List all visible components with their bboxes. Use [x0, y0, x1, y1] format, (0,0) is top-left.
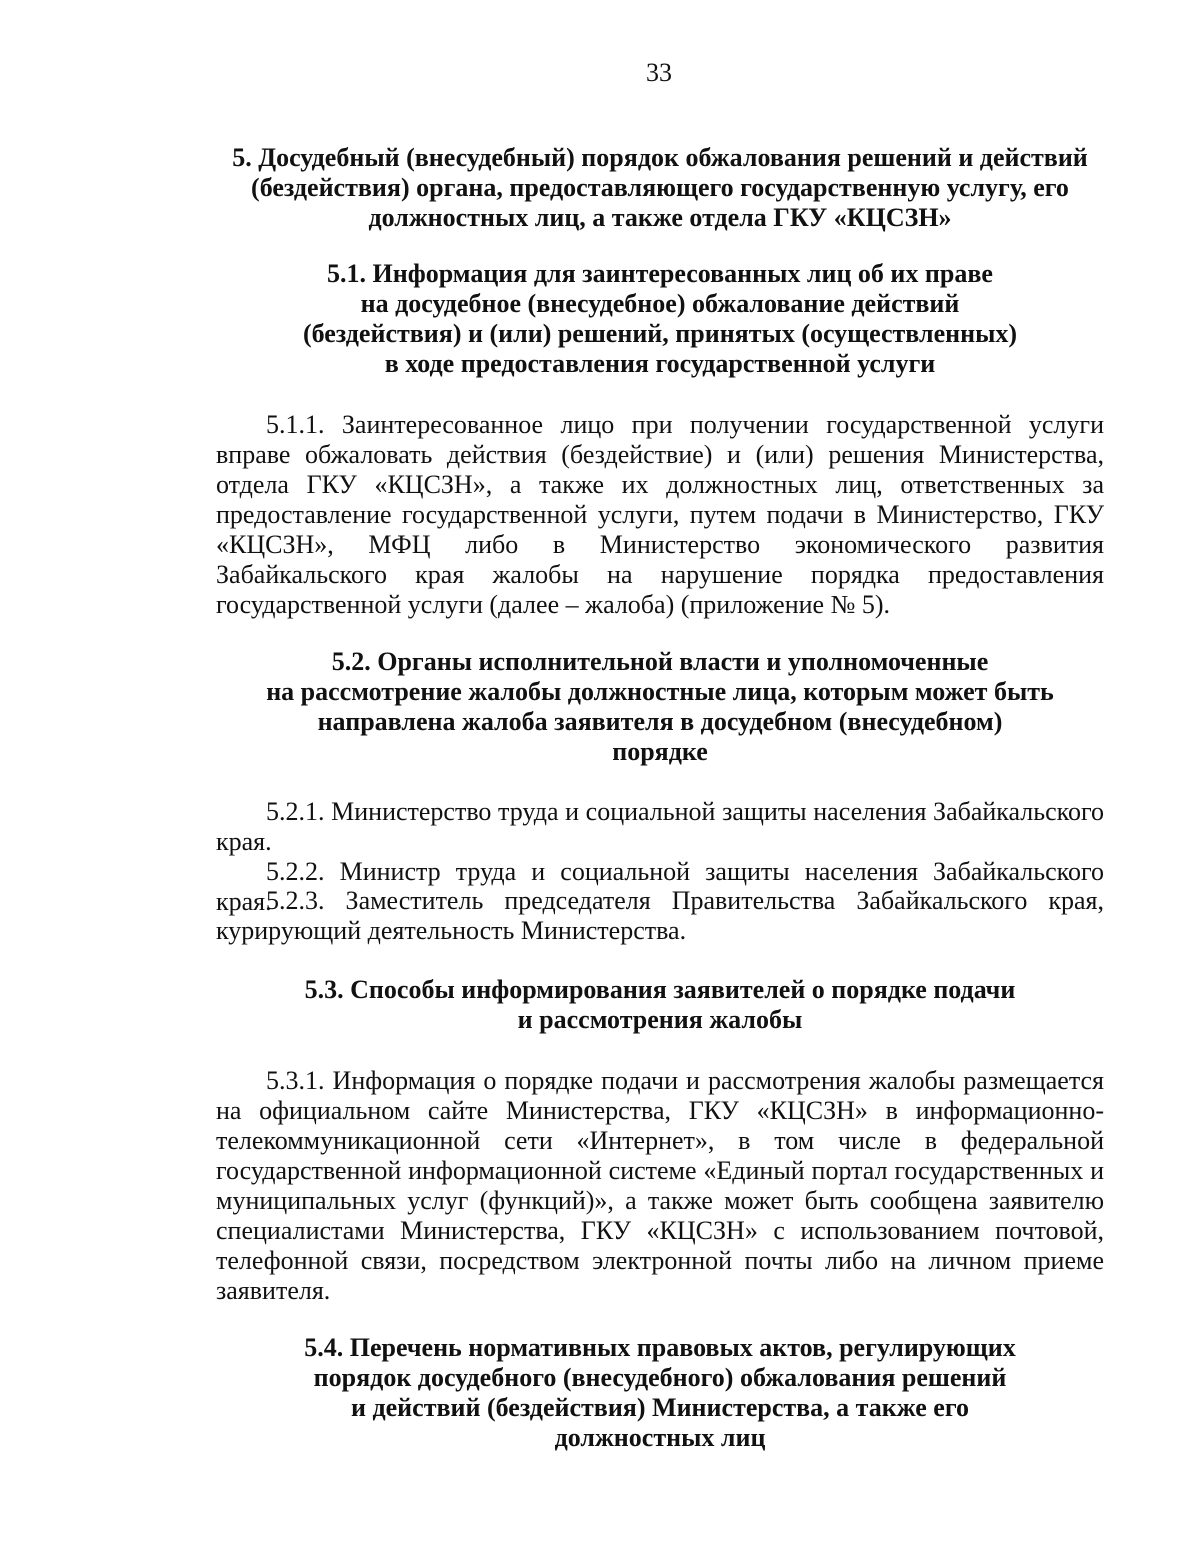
paragraph-5-2-1: 5.2.1. Министерство труда и социальной защиты населения Забайкальского края. [216, 797, 1104, 856]
paragraph-5-3-1: 5.3.1. Информация о порядке подачи и рассмотрения жалобы размещается на официальном сайте Министерства, ГКУ «КЦСЗН» в информационно-телекоммуникационной сети «Интернет», в том числе в федеральной государственной информационной системе «Единый портал государственных и муниципальных услуг (функций)», а также может быть сообщена заявителю специалистами Министерства, ГКУ «КЦСЗН» с использованием почтовой, телефонной связи, посредством электронной почты либо на личном приеме заявителя. [216, 1066, 1104, 1305]
section-5-2-heading: 5.2. Органы исполнительной власти и уполномоченные на рассмотрение жалобы должностные лица, которым может быть направлена жалоба заявителя в досудебном (внесудебном) порядке [266, 647, 1054, 766]
section-5-heading: 5. Досудебный (внесудебный) порядок обжалования решений и действий (бездействия) органа, предоставляющего государственную услугу, его должностных лиц, а также отдела ГКУ «КЦСЗН» [232, 143, 1088, 232]
paragraph-5-1-1: 5.1.1. Заинтересованное лицо при получении государственной услуги вправе обжаловать действия (бездействие) и (или) решения Министерства, отдела ГКУ «КЦСЗН», а также их должностных лиц, ответственных за предоставление государственной услуги, путем подачи в Министерство, ГКУ «КЦСЗН», МФЦ либо в Министерство экономического развития Забайкальского края жалобы на нарушение порядка предоставления государственной услуги (далее – жалоба) (приложение № 5). [216, 410, 1104, 619]
paragraph-5-2-3: 5.2.3. Заместитель председателя Правительства Забайкальского края, курирующий деятельность Министерства. [216, 886, 1104, 945]
section-5-1-heading: 5.1. Информация для заинтересованных лиц об их праве на досудебное (внесудебное) обжалование действий (бездействия) и (или) решений, принятых (осуществленных) в ходе предоставления государственной услуги [302, 259, 1018, 378]
section-5-3-heading: 5.3. Способы информирования заявителей о порядке подачи и рассмотрения жалобы [304, 975, 1016, 1034]
section-5-4-heading: 5.4. Перечень нормативных правовых актов, регулирующих порядок досудебного (внесудебного) обжалования решений и действий (бездействия) Министерства, а также его должностных лиц [304, 1333, 1016, 1452]
page-number: 33 [646, 58, 672, 87]
paragraph-5-2-2: 5.2.2. Министр труда и социальной защиты населения Забайкальского края. [216, 857, 1104, 916]
